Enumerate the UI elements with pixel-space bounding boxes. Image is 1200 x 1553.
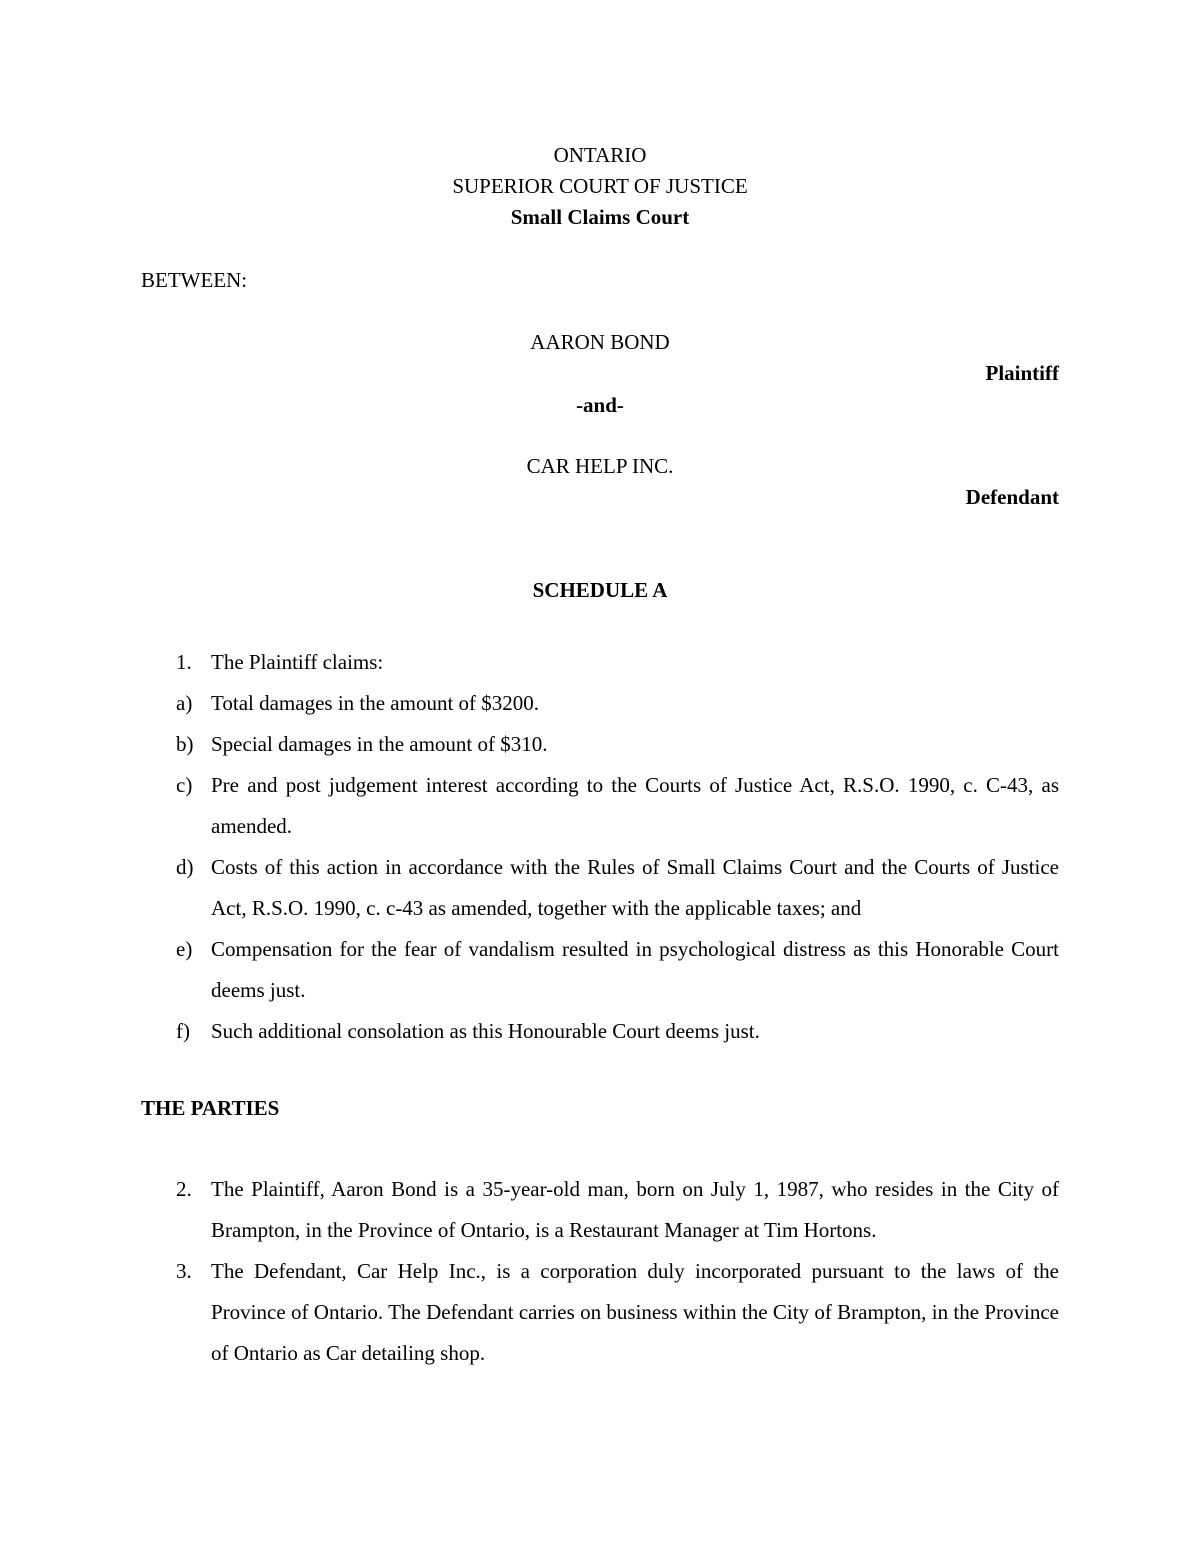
court-province: ONTARIO — [553, 143, 647, 167]
claim-marker: a) — [176, 691, 193, 715]
claim-text: Compensation for the fear of vandalism resulted in psychological distress as this Honorable Court deems just. — [211, 937, 1059, 1002]
claim-marker: b) — [176, 732, 194, 756]
claim-intro — [141, 642, 1059, 683]
party-paragraph — [141, 1169, 1059, 1251]
paragraph-number: 2. — [176, 1177, 192, 1201]
claim-marker: e) — [176, 937, 193, 961]
and-separator: -and- — [576, 393, 624, 417]
claim-number: 1. — [176, 650, 192, 674]
claim-item — [141, 724, 1059, 765]
party-paragraph — [141, 1251, 1059, 1374]
claim-item — [141, 683, 1059, 724]
parties-list — [141, 1169, 1059, 1374]
claim-text: Such additional consolation as this Honourable Court deems just. — [211, 1019, 760, 1043]
claim-text: Total damages in the amount of $3200. — [211, 691, 540, 715]
claim-item — [141, 929, 1059, 1011]
claim-item — [141, 1011, 1059, 1052]
claim-item — [141, 765, 1059, 847]
claim-marker: d) — [176, 855, 194, 879]
claim-marker: c) — [176, 773, 193, 797]
claim-intro-text: The Plaintiff claims: — [211, 650, 384, 674]
paragraph-number: 3. — [176, 1259, 192, 1283]
claim-text: Special damages in the amount of $310. — [211, 732, 548, 756]
claim-marker: f) — [176, 1019, 190, 1043]
claim-text: Costs of this action in accordance with the Rules of Small Claims Court and the Courts of Justice Act, R.S.O. 1990, c. c-43 as amended, together with the applicable taxes; and — [211, 855, 1059, 920]
schedule-title: SCHEDULE A — [532, 578, 668, 602]
plaintiff-name: AARON BOND — [530, 330, 670, 354]
defendant-name: CAR HELP INC. — [526, 454, 674, 478]
defendant-role: Defendant — [965, 485, 1059, 509]
paragraph-text: The Defendant, Car Help Inc., is a corporation duly incorporated pursuant to the laws of the Province of Ontario. The Defendant carries on business within the City of Brampton, in the Province of Ontario as Car detailing shop. — [211, 1259, 1059, 1365]
court-name: SUPERIOR COURT OF JUSTICE — [452, 174, 748, 198]
between-label: BETWEEN: — [141, 268, 248, 292]
court-division: Small Claims Court — [510, 205, 690, 229]
claim-text: Pre and post judgement interest according to the Courts of Justice Act, R.S.O. 1990, c. C-43, as amended. — [211, 773, 1059, 838]
claims-list — [141, 642, 1059, 1052]
paragraph-text: The Plaintiff, Aaron Bond is a 35-year-old man, born on July 1, 1987, who resides in the City of Brampton, in the Province of Ontario, is a Restaurant Manager at Tim Hortons. — [211, 1177, 1059, 1242]
plaintiff-role: Plaintiff — [985, 361, 1059, 385]
parties-heading: THE PARTIES — [141, 1096, 280, 1120]
claim-item — [141, 847, 1059, 929]
